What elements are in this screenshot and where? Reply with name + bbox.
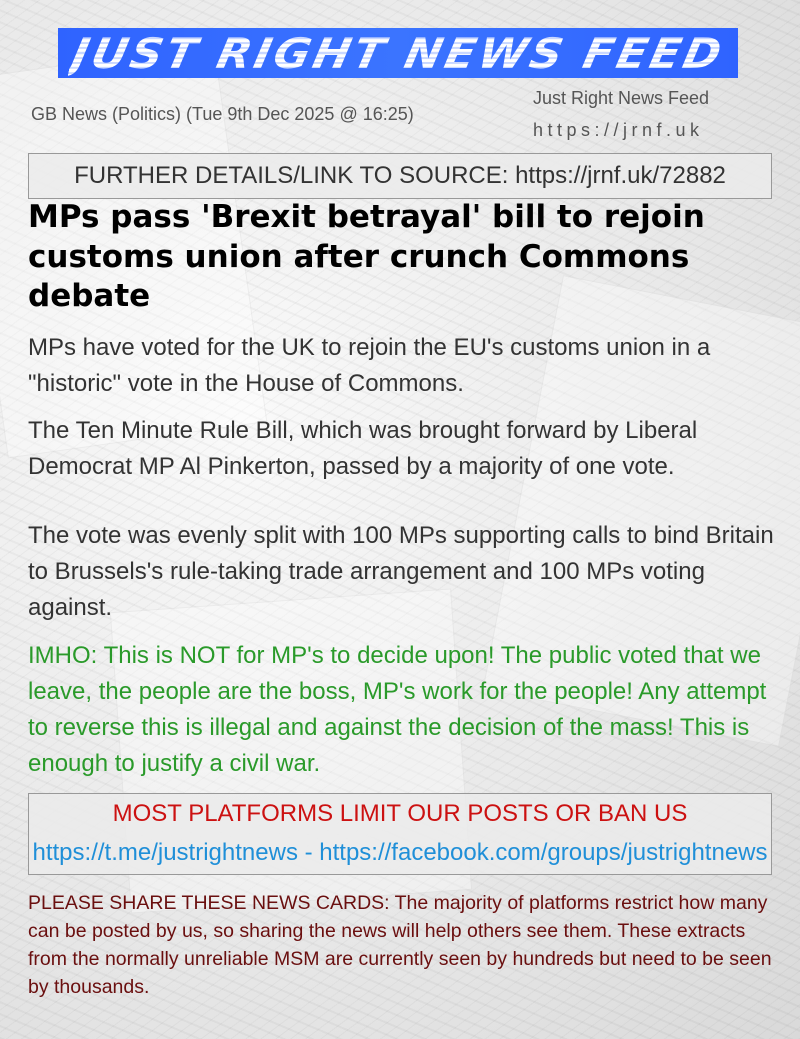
article-paragraph: MPs have voted for the UK to rejoin the EU's customs union in a "historic" vote in the House of Commons. [28, 334, 711, 397]
article-paragraph: The vote was evenly split with 100 MPs supporting calls to bind Britain to Brussels's rule-taking trade arrangement and 100 MPs voting against. [28, 522, 774, 621]
opinion-paragraph: IMHO: This is NOT for MP's to decide upon! The public voted that we leave, the people are the boss, MP's work for the people! Any attempt to reverse this is illegal and against the decision of the mass! This is enough to justify a civil war. [28, 642, 767, 777]
banner-title: JUST RIGHT NEWS FEED [67, 28, 729, 78]
source-link[interactable]: FURTHER DETAILS/LINK TO SOURCE: https://jrnf.uk/72882 [74, 162, 726, 189]
site-banner [58, 28, 738, 78]
article-headline: MPs pass 'Brexit betrayal' bill to rejoin customs union after crunch Commons debate [28, 199, 705, 314]
article-paragraph: The Ten Minute Rule Bill, which was brought forward by Liberal Democrat MP Al Pinkerton, passed by a majority of one vote. [28, 417, 698, 480]
platform-notice-box [28, 793, 772, 875]
source-link-box[interactable] [28, 153, 772, 199]
platform-warning: MOST PLATFORMS LIMIT OUR POSTS OR BAN US [112, 800, 688, 827]
site-url[interactable]: https://jrnf.uk [533, 120, 704, 140]
share-notice: PLEASE SHARE THESE NEWS CARDS: The majority of platforms restrict how many can be posted by us, so sharing the news will help others see them. These extracts from the normally unreliable MSM are currently seen by hundreds but need to be seen by thousands. [28, 892, 772, 998]
site-name: Just Right News Feed [533, 88, 710, 108]
social-links[interactable]: https://t.me/justrightnews - https://facebook.com/groups/justrightnews [32, 839, 768, 866]
source-dateline: GB News (Politics) (Tue 9th Dec 2025 @ 16:25) [31, 104, 414, 124]
